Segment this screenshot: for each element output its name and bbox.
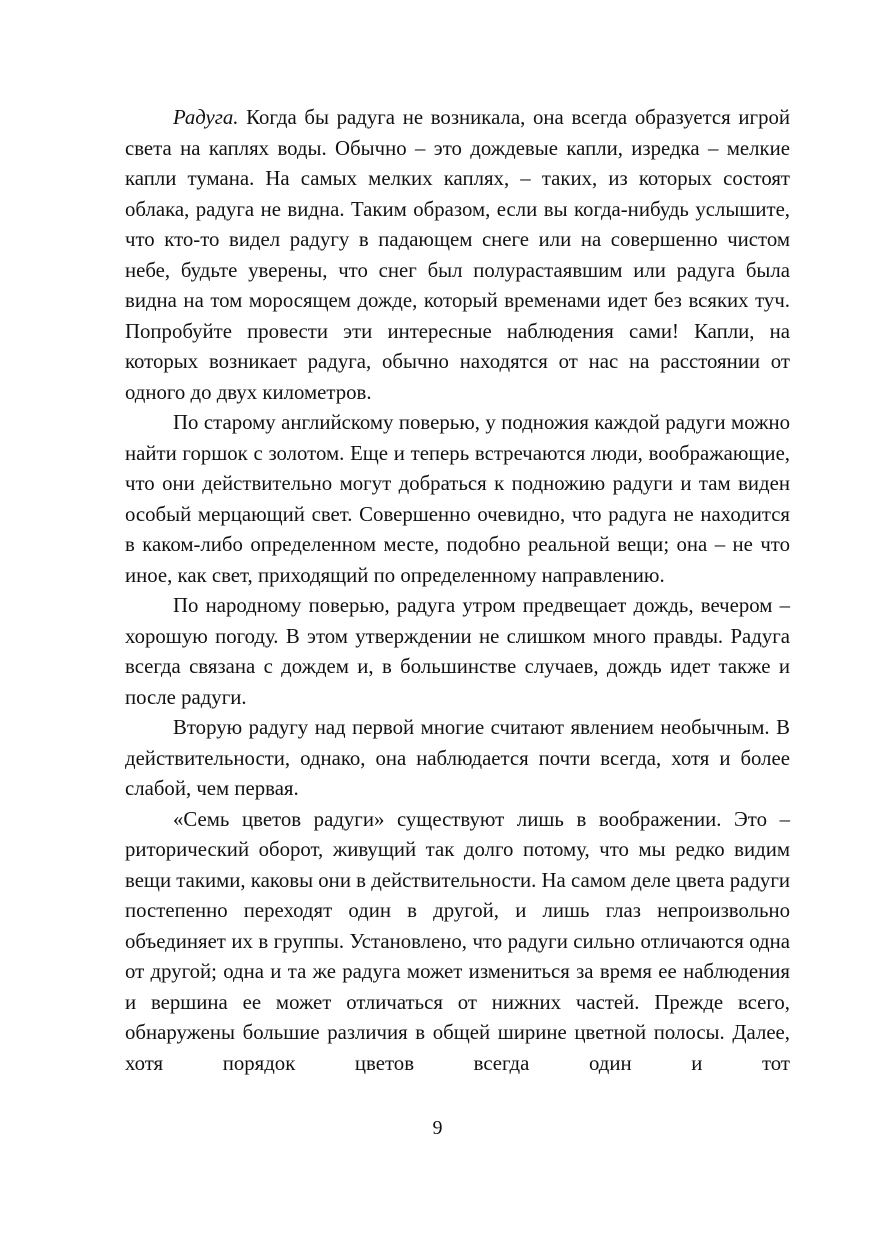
paragraph-rainbow-intro xyxy=(125,103,790,408)
paragraph-lead-term: Радуга. xyxy=(173,106,239,129)
paragraph-second-rainbow: Вторую радугу над первой многие считают явлением необычным. В действительности, однако, она наблюдается почти всегда, хотя и более слабой, чем первая. xyxy=(125,716,790,800)
paragraph-seven-colors: «Семь цветов радуги» существуют лишь в воображении. Это – риторический оборот, живущий так долго потому, что мы редко видим вещи такими, каковы они в действительности. На самом деле цвета радуги постепенно переходят один в другой, и лишь глаз непроизвольно объединяет их в группы. Установлено, что радуги сильно отличаются одна от другой; одна и та же радуга может измениться за время ее наблюдения и вершина ее может отличаться от нижних частей. Прежде всего, обнаружены большие различия в общей ширине цветной полосы. Далее, хотя порядок цветов всегда один и тот xyxy=(125,807,790,1075)
paragraph-folk-belief: По народному поверью, радуга утром предвещает дождь, вечером – хорошую погоду. В этом утверждении не слишком много правды. Радуга всегда связана с дождем и, в большинстве случаев, дождь идет также и после радуги. xyxy=(125,594,790,709)
paragraph-english-legend: По старому английскому поверью, у подножия каждой радуги можно найти горшок с золотом. Еще и теперь встречаются люди, воображающие, что они действительно могут добраться к подножию радуги и там виден особый мерцающий свет. Совершенно очевидно, что радуга не находится в каком-либо определенном месте, подобно реальной вещи; она – не что иное, как свет, приходящий по определенному направлению. xyxy=(125,411,790,587)
paragraph-text: Когда бы радуга не возникала, она всегда образуется игрой света на каплях воды. Обычно – это дождевые капли, изредка – мелкие капли тумана. На самых мелких каплях, – таких, из которых состоят облака, радуга не видна. Таким образом, если вы когда-нибудь услышите, что кто-то видел радугу в падающем снеге или на совершенно чистом небе, будьте уверены, что снег был полурастаявшим или радуга была видна на том моросящем дожде, который временами идет без всяких туч. Попробуйте провести эти интересные наблюдения сами! Капли, на которых возникает радуга, обычно находятся от нас на расстоянии от одного до двух километров. xyxy=(125,106,790,404)
page-number: 9 xyxy=(432,1117,443,1139)
page-body xyxy=(125,103,790,1079)
